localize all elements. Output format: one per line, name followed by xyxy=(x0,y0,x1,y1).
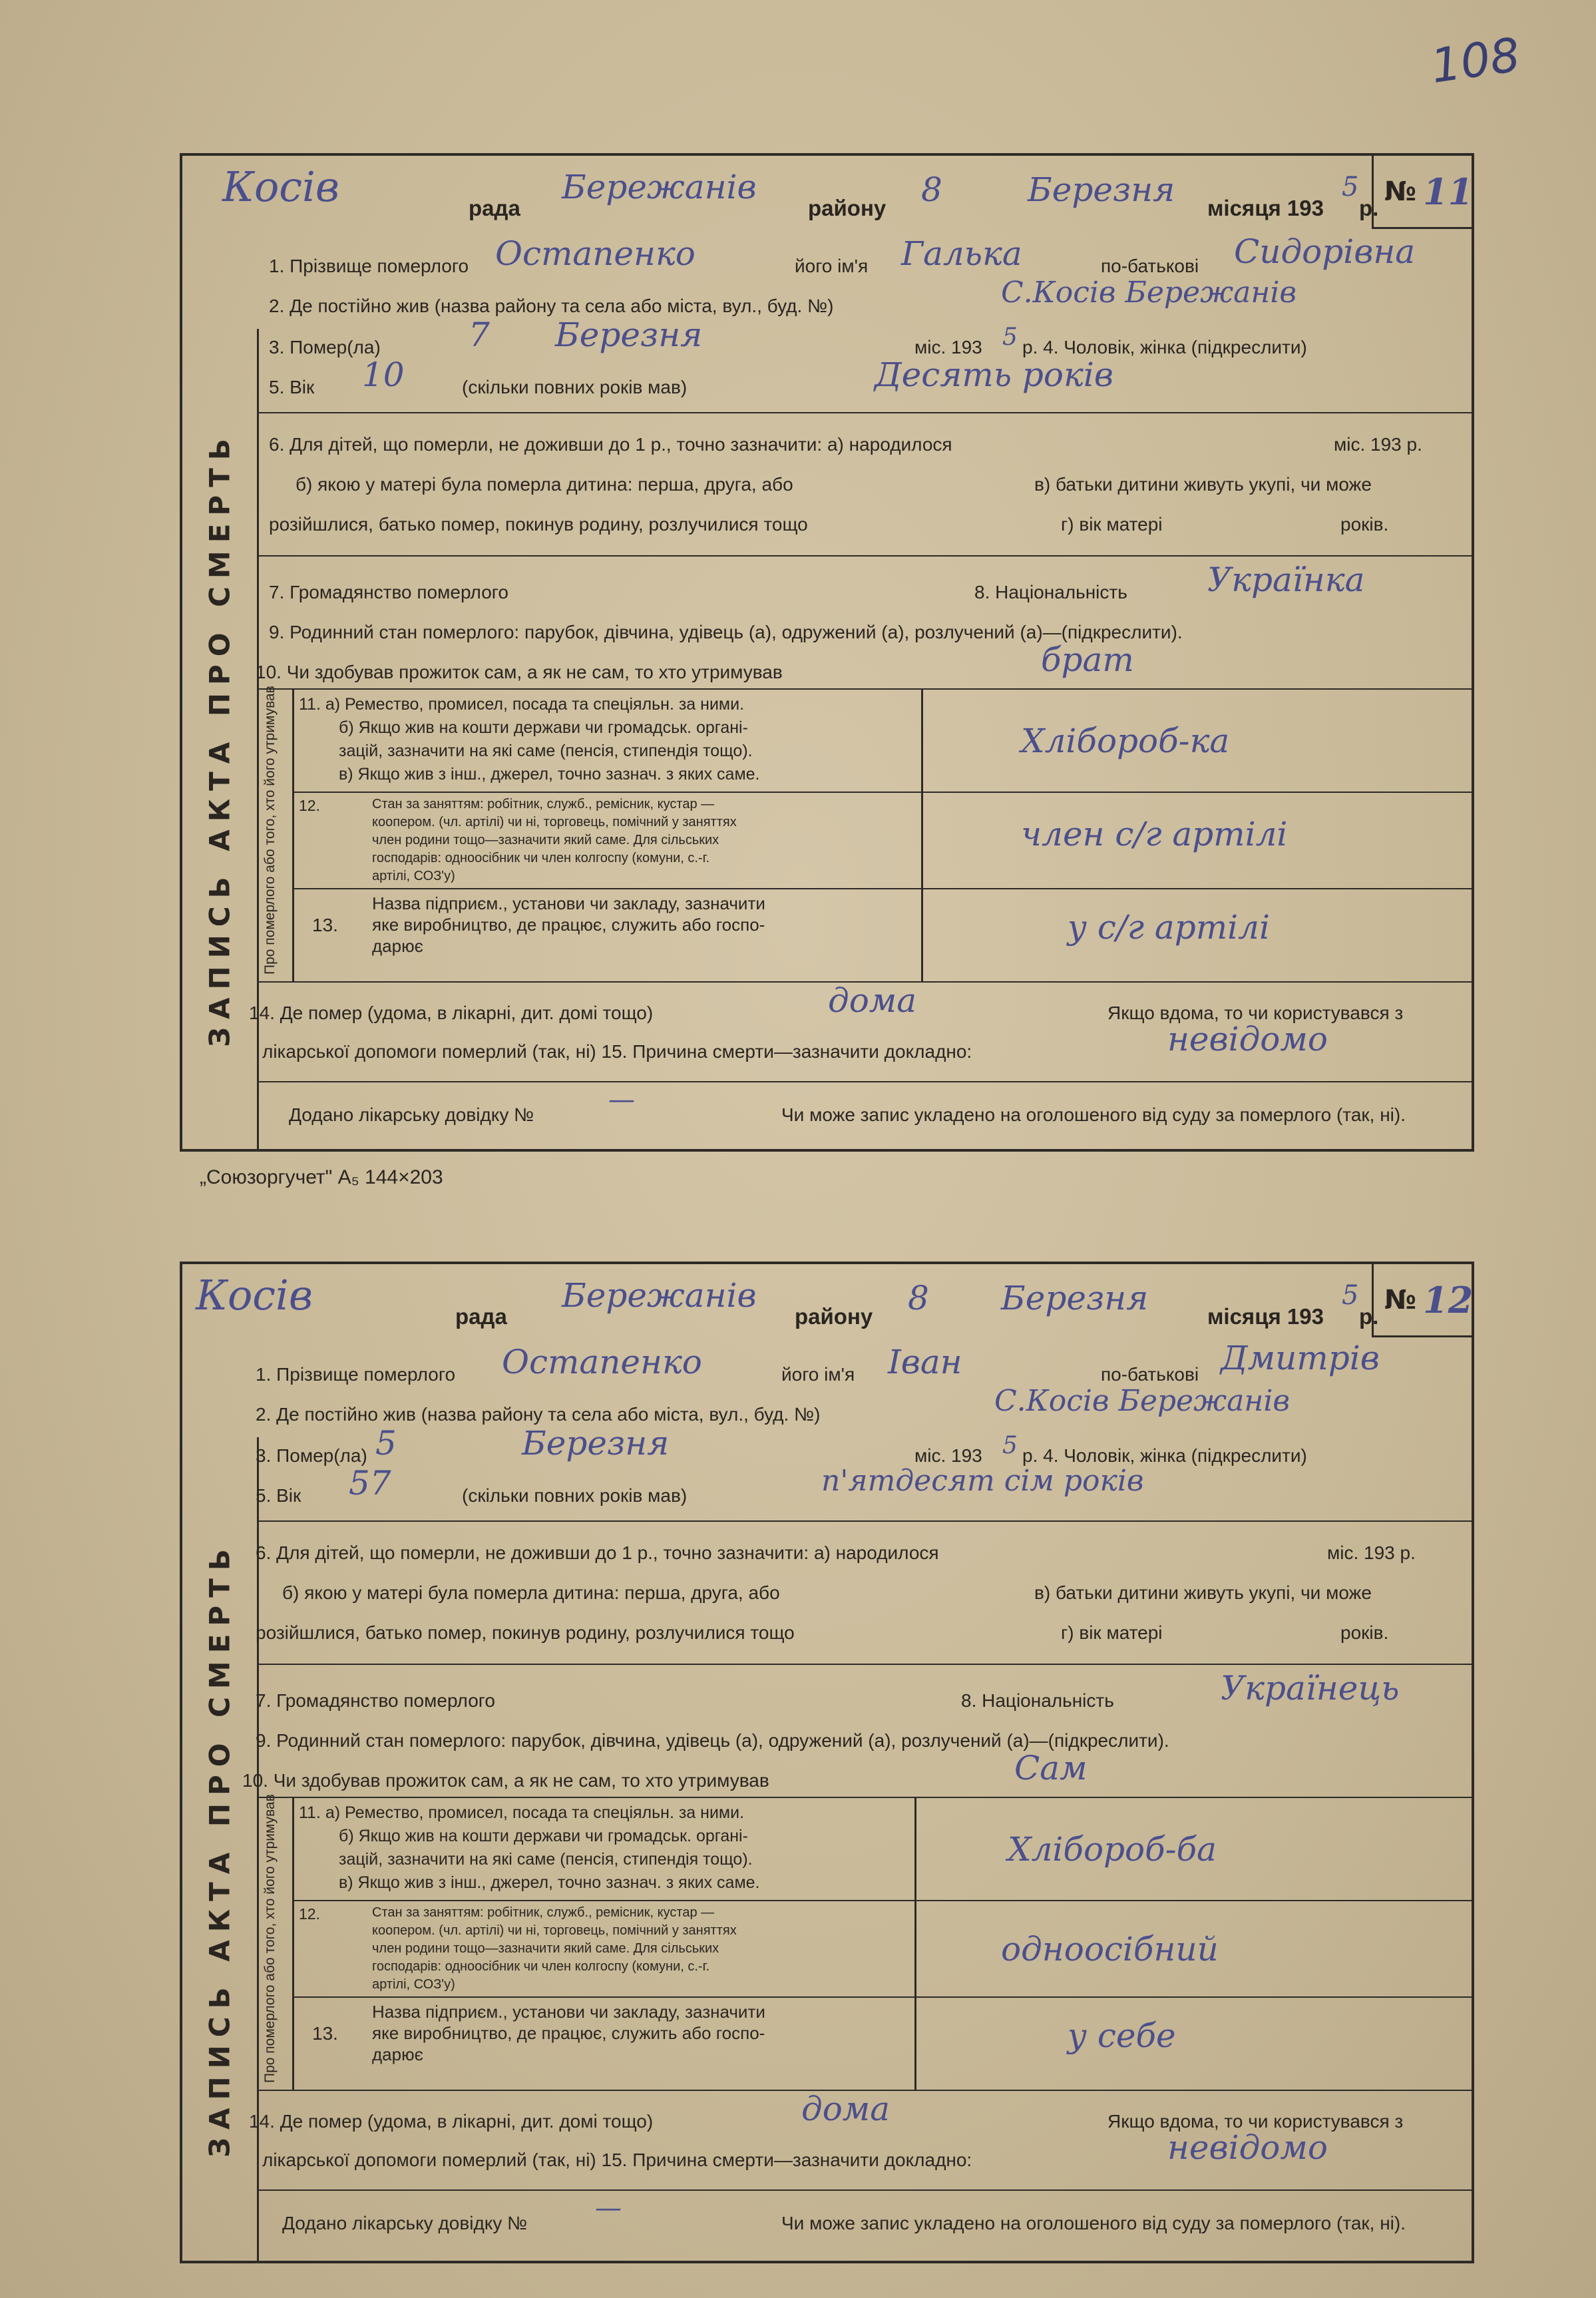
q12-text-1: Стан за заняттям: робітник, служб., ремісник, кустар — xyxy=(372,1905,715,1920)
surname-value: Остапенко xyxy=(502,1343,702,1381)
q6b-parents-label: в) батьки дитини живуть укупі, чи може xyxy=(1034,474,1372,495)
age-words-value: Десять років xyxy=(875,355,1113,394)
q2-label: 2. Де постійно жив (назва району та села або міста, вул., буд. №) xyxy=(269,296,834,316)
cause-value: невідомо xyxy=(1167,2128,1328,2167)
q6a-month-label: міс. 193 р. xyxy=(1327,1542,1416,1563)
publisher-label: „Союзоргучет" А₅ 144×203 xyxy=(200,1166,443,1188)
form-header xyxy=(182,1264,1472,1337)
nationality-value: Українець xyxy=(1221,1669,1400,1708)
q16b-label: Чи може запис укладено на оголошеного від суду за померлого (так, ні). xyxy=(781,2213,1406,2233)
death-day-value: 5 xyxy=(375,1424,397,1463)
q13-label: 13. xyxy=(312,2023,338,2044)
q1-patronymic-label: по-батькові xyxy=(1101,256,1199,276)
q12-text-2: коопером. (чл. артілі) чи ні, торговець, помічний у заняттях xyxy=(372,815,737,829)
sub-side-label: Про померлого або того, хто його утримував xyxy=(262,686,278,975)
q11b2-label: зацій, зазначити на які саме (пенсія, стипендія тощо). xyxy=(339,1850,753,1869)
divider xyxy=(914,1797,916,2090)
q14-label: 14. Де помер (удома, в лікарні, дит. домі тощо) xyxy=(249,1003,654,1023)
divider xyxy=(257,555,1472,557)
rada-label: рада xyxy=(455,1304,507,1329)
divider xyxy=(257,412,1472,413)
record-number: 12 xyxy=(1423,1278,1474,1321)
death-year-digit: 5 xyxy=(1002,1432,1018,1459)
month-value: Березня xyxy=(1028,170,1175,209)
death-month-value: Березня xyxy=(555,316,703,354)
patronymic-value: Сидорівна xyxy=(1234,232,1416,271)
q10-label: 10. Чи здобував прожиток сам, а як не сам, то хто утримував xyxy=(256,662,783,682)
workplace-value: у себе xyxy=(1068,2016,1176,2055)
cause-value: невідомо xyxy=(1167,1020,1328,1058)
divider xyxy=(257,1081,1472,1082)
divider xyxy=(292,1900,1472,1901)
q1-label: 1. Прізвище померлого xyxy=(256,1364,456,1385)
q3-gender-label: р. 4. Чоловік, жінка (підкреслити) xyxy=(1022,1445,1307,1466)
age-words-value: п'ятдесят сім років xyxy=(821,1464,1144,1498)
q16-label: Додано лікарську довідку № xyxy=(282,2213,528,2233)
q11b2-label: зацій, зазначити на які саме (пенсія, стипендія тощо). xyxy=(339,742,753,760)
year-digit: 5 xyxy=(1342,1280,1359,1311)
divider xyxy=(292,688,294,981)
q13-text-3: дарює xyxy=(372,2044,423,2064)
q11b-label: б) Якщо жив на кошти держави чи громадськ. органі- xyxy=(339,718,748,737)
q6c-years-label: років. xyxy=(1340,1622,1389,1643)
death-record-form-1 xyxy=(180,153,1474,1152)
divider xyxy=(292,792,1472,793)
year-suffix: р. xyxy=(1359,1304,1379,1329)
year-suffix: р. xyxy=(1359,196,1379,220)
q1-label: 1. Прізвище померлого xyxy=(269,256,469,276)
q6a-label: 6. Для дітей, що померли, не доживши до 1 р., точно зазначити: а) народилося xyxy=(269,434,952,455)
q7-label: 7. Громадянство померлого xyxy=(256,1690,495,1711)
q11b-label: б) Якщо жив на кошти держави чи громадськ. органі- xyxy=(339,1827,748,1845)
place-of-death-value: дома xyxy=(828,981,917,1020)
q13-text-3: дарює xyxy=(372,936,423,956)
certificate-value: — xyxy=(595,2193,622,2223)
q13-label: 13. xyxy=(312,915,338,935)
supporter-value: Сам xyxy=(1014,1749,1088,1787)
rada-value: Бережанів xyxy=(562,168,757,206)
q6b-parents-label: в) батьки дитини живуть укупі, чи може xyxy=(1034,1582,1372,1603)
death-month-value: Березня xyxy=(522,1424,670,1463)
q5-label: 5. Вік xyxy=(269,377,315,397)
side-panel xyxy=(182,329,259,1149)
q3-label: 3. Помер(ла) xyxy=(269,337,381,357)
q7-label: 7. Громадянство померлого xyxy=(269,582,508,602)
divider xyxy=(292,1797,294,2090)
q14b-label: Якщо вдома, то чи користувався з xyxy=(1107,1003,1404,1023)
q12-text-3: член родини тощо—зазначити який саме. Для сільських xyxy=(372,1941,719,1956)
q3-year-label: міс. 193 xyxy=(914,1445,982,1466)
patronymic-value: Дмитрів xyxy=(1221,1339,1380,1377)
day-value: 8 xyxy=(908,1279,929,1317)
record-number-box xyxy=(1372,1264,1472,1337)
q12-text-4: господарів: одноосібник чи член колгоспу (комуни, с.-г. xyxy=(372,851,710,865)
q12-text-5: артілі, СОЗ'у) xyxy=(372,869,455,883)
divider xyxy=(257,2189,1472,2191)
q13-text-1: Назва підприєм., установи чи закладу, зазначити xyxy=(372,893,765,913)
q13-text-2: яке виробництво, де працює, служить або госпо- xyxy=(372,2023,765,2043)
q3-label: 3. Помер(ла) xyxy=(256,1445,367,1466)
q3-year-label: міс. 193 xyxy=(914,337,982,357)
q5-label: 5. Вік xyxy=(256,1485,301,1506)
q6b-label: б) якою у матері була померла дитина: перша, друга, або xyxy=(296,474,793,495)
q8-label: 8. Національність xyxy=(974,582,1127,602)
q11a-label: 11. а) Ремество, промисел, посада та спеціяльн. за ними. xyxy=(299,1803,745,1822)
q6c-years-label: років. xyxy=(1340,514,1389,535)
number-label: № xyxy=(1384,1284,1417,1315)
q6c-mother-age-label: г) вік матері xyxy=(1061,1622,1163,1643)
q15-label: лікарської допомоги померлий (так, ні) 15. Причина смерти—зазначити докладно: xyxy=(262,1041,972,1062)
sheet-number: 108 xyxy=(1427,27,1523,94)
death-record-form-2 xyxy=(180,1262,1474,2263)
divider xyxy=(257,688,1472,690)
name-value: Іван xyxy=(888,1343,962,1381)
q14b-label: Якщо вдома, то чи користувався з xyxy=(1107,2111,1404,2132)
q10-label: 10. Чи здобував прожиток сам, а як не сам, то хто утримував xyxy=(242,1770,769,1791)
q16-label: Додано лікарську довідку № xyxy=(289,1104,534,1125)
q13-text-1: Назва підприєм., установи чи закладу, зазначити xyxy=(372,2002,765,2022)
age-value: 10 xyxy=(362,355,405,394)
q6a-month-label: міс. 193 р. xyxy=(1334,434,1422,455)
q9-label: 9. Родинний стан померлого: парубок, дівчина, удівець (а), одружений (а), розлучений (а)—(підкреслити). xyxy=(256,1730,1169,1751)
q6c-label: розійшлися, батько помер, покинув родину, розлучилися тощо xyxy=(269,514,808,535)
q6c-label: розійшлися, батько помер, покинув родину, розлучилися тощо xyxy=(256,1622,795,1643)
month-value: Березня xyxy=(1001,1279,1149,1317)
q11a-label: 11. а) Ремество, промисел, посада та спеціяльн. за ними. xyxy=(299,695,745,714)
divider xyxy=(257,1520,1472,1522)
residence-value: С.Косів Бережанів xyxy=(994,1384,1290,1418)
record-number: 11 xyxy=(1423,170,1474,213)
q12-text-5: артілі, СОЗ'у) xyxy=(372,1977,455,1992)
surname-value: Остапенко xyxy=(495,234,696,273)
q14-label: 14. Де помер (удома, в лікарні, дит. домі тощо) xyxy=(249,2111,654,2132)
workplace-value: у с/г артілі xyxy=(1068,908,1270,947)
q11c-label: в) Якщо жив з інш., джерел, точно зазнач. з яких саме. xyxy=(339,765,760,784)
q5-desc-label: (скільки повних років мав) xyxy=(462,1485,688,1506)
side-title: ЗАПИСЬ АКТА ПРО СМЕРТЬ xyxy=(203,1540,236,2158)
nationality-value: Українка xyxy=(1207,561,1365,599)
death-year-digit: 5 xyxy=(1002,324,1018,351)
rada-value: Бережанів xyxy=(562,1276,757,1315)
occupation-value: Хлібороб-ка xyxy=(1021,722,1230,760)
q9-label: 9. Родинний стан померлого: парубок, дівчина, удівець (а), одружений (а), розлучений (а)—(підкреслити). xyxy=(269,622,1183,642)
form-header xyxy=(182,156,1472,229)
q6a-label: 6. Для дітей, що померли, не доживши до 1 р., точно зазначити: а) народилося xyxy=(256,1542,939,1563)
q6b-label: б) якою у матері була померла дитина: перша, друга, або xyxy=(282,1582,780,1603)
side-panel xyxy=(182,1437,259,2261)
status-value: член с/г артілі xyxy=(1021,815,1288,853)
q11c-label: в) Якщо жив з інш., джерел, точно зазнач. з яких саме. xyxy=(339,1873,760,1892)
year-digit: 5 xyxy=(1342,172,1359,202)
number-label: № xyxy=(1384,176,1417,207)
sub-side-label: Про померлого або того, хто його утримував xyxy=(262,1794,278,2083)
divider xyxy=(292,888,1472,889)
occupation-value: Хлібороб-ба xyxy=(1008,1830,1217,1869)
q12-text-1: Стан за заняттям: робітник, служб., ремісник, кустар — xyxy=(372,797,715,811)
village-value: Косів xyxy=(196,1271,313,1319)
raion-label: району xyxy=(795,1304,873,1329)
q5-desc-label: (скільки повних років мав) xyxy=(462,377,688,397)
divider xyxy=(921,688,923,981)
certificate-value: — xyxy=(608,1084,635,1115)
q1-name-label: його ім'я xyxy=(795,256,869,276)
q1-patronymic-label: по-батькові xyxy=(1101,1364,1199,1385)
month-label: місяця 193 xyxy=(1207,1304,1324,1329)
name-value: Галька xyxy=(901,234,1022,273)
divider xyxy=(257,1797,1472,1798)
residence-value: С.Косів Бережанів xyxy=(1001,276,1297,310)
q15-label: лікарської допомоги померлий (так, ні) 15. Причина смерти—зазначити докладно: xyxy=(262,2150,972,2170)
q6c-mother-age-label: г) вік матері xyxy=(1061,514,1163,535)
supporter-value: брат xyxy=(1041,640,1134,679)
village-value: Косів xyxy=(222,162,339,211)
q13-text-2: яке виробництво, де працює, служить або госпо- xyxy=(372,915,765,935)
q12-text-4: господарів: одноосібник чи член колгоспу (комуни, с.-г. xyxy=(372,1959,710,1974)
q12-text-2: коопером. (чл. артілі) чи ні, торговець, помічний у заняттях xyxy=(372,1923,737,1938)
day-value: 8 xyxy=(921,170,942,209)
age-value: 57 xyxy=(349,1464,391,1502)
q1-name-label: його ім'я xyxy=(781,1364,855,1385)
q3-gender-label: р. 4. Чоловік, жінка (підкреслити) xyxy=(1022,337,1307,357)
month-label: місяця 193 xyxy=(1207,196,1324,220)
raion-label: району xyxy=(808,196,887,220)
q8-label: 8. Національність xyxy=(961,1690,1114,1711)
q2-label: 2. Де постійно жив (назва району та села або міста, вул., буд. №) xyxy=(256,1404,821,1425)
status-value: одноосібний xyxy=(1001,1930,1219,1968)
death-day-value: 7 xyxy=(469,316,490,354)
divider xyxy=(292,1996,1472,1998)
q16b-label: Чи може запис укладено на оголошеного від суду за померлого (так, ні). xyxy=(781,1104,1406,1125)
q12-label: 12. xyxy=(299,1905,320,1923)
rada-label: рада xyxy=(469,196,520,220)
place-of-death-value: дома xyxy=(801,2090,891,2128)
divider xyxy=(257,1664,1472,1665)
q12-text-3: член родини тощо—зазначити який саме. Для сільських xyxy=(372,833,719,847)
q12-label: 12. xyxy=(299,797,320,814)
side-title: ЗАПИСЬ АКТА ПРО СМЕРТЬ xyxy=(203,431,236,1047)
record-number-box xyxy=(1372,156,1472,229)
